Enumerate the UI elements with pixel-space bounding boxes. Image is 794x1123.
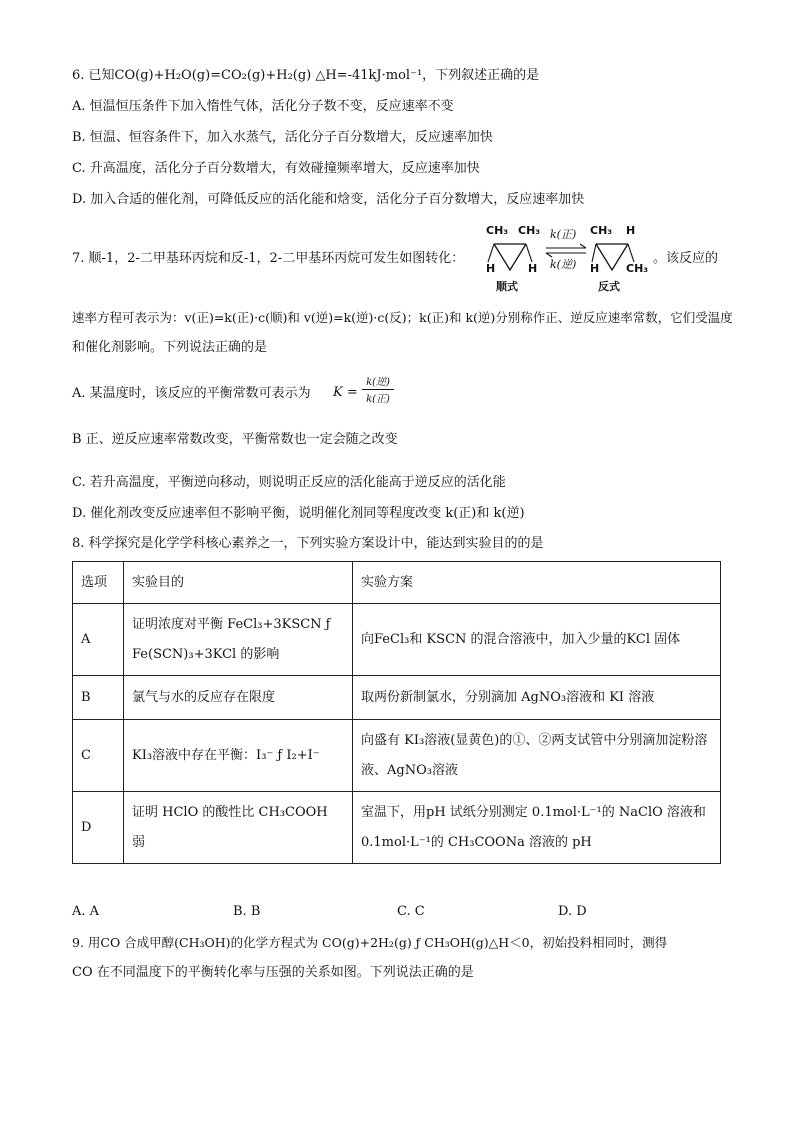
- q7-formula-k: K =: [333, 385, 358, 400]
- q6-option-b: B. 恒温、恒容条件下，加入水蒸气，活化分子百分数增大，反应速率加快: [72, 130, 493, 145]
- q7-option-a: A. 某温度时，该反应的平衡常数可表示为: [72, 386, 311, 401]
- q9-stem-line2: CO 在不同温度下的平衡转化率与压强的关系如图。下列说法正确的是: [72, 965, 474, 980]
- q7-option-c: C. 若升高温度，平衡逆向移动，则说明正反应的活化能高于逆反应的活化能: [72, 475, 506, 490]
- q8-answer-a: A. A: [72, 904, 100, 919]
- row-a-purpose: 证明浓度对平衡 FeCl₃+3KSCN ƒ Fe(SCN)₃+3KCl 的影响: [124, 604, 353, 676]
- cis-h-right: H: [528, 262, 538, 275]
- trans-ring: [596, 244, 628, 270]
- trans-h-bottom: H: [590, 262, 600, 275]
- trans-ch3-top: CH₃: [590, 224, 613, 237]
- q7-stem-line3: 和催化剂影响。下列说法正确的是: [72, 340, 268, 355]
- k-reverse-label: k(逆): [550, 258, 577, 271]
- trans-label: 反式: [598, 280, 620, 293]
- q7-option-b: B 正、逆反应速率常数改变，平衡常数也一定会随之改变: [72, 432, 398, 447]
- row-b-plan: 取两份新制氯水，分别滴加 AgNO₃溶液和 KI 溶液: [353, 676, 721, 720]
- q7-option-d: D. 催化剂改变反应速率但不影响平衡，说明催化剂同等程度改变 k(正)和 k(逆): [72, 506, 525, 521]
- row-b-purpose: 氯气与水的反应存在限度: [124, 676, 353, 720]
- cis-ring: [494, 244, 526, 270]
- table-header-row: [73, 562, 721, 604]
- q7-stem-end: 。该反应的: [653, 251, 719, 266]
- q6-option-d: D. 加入合适的催化剂，可降低反应的活化能和焓变，活化分子百分数增大，反应速率加快: [72, 192, 585, 207]
- q8-table: [72, 561, 721, 864]
- trans-ch3-bottom: CH₃: [626, 262, 649, 275]
- row-c-plan: 向盛有 KI₃溶液(显黄色)的①、②两支试管中分别滴加淀粉溶液、AgNO₃溶液: [353, 720, 721, 792]
- row-d-plan: 室温下，用pH 试纸分别测定 0.1mol·L⁻¹的 NaClO 溶液和 0.1mol·L⁻¹的 CH₃COONa 溶液的 pH: [353, 792, 721, 864]
- table-row: [73, 604, 721, 676]
- trans-h-top: H: [626, 224, 636, 237]
- q9-stem-line1: 9. 用CO 合成甲醇(CH₃OH)的化学方程式为 CO(g)+2H₂(g) ƒ CH₃OH(g)△H＜0，初始投料相同时，测得: [72, 935, 668, 950]
- q7-fraction-numerator: k(逆): [362, 373, 394, 390]
- row-c-option: C: [73, 720, 124, 792]
- row-d-purpose: 证明 HClO 的酸性比 CH₃COOH 弱: [124, 792, 353, 864]
- row-b-option: B: [73, 676, 124, 720]
- q6-stem: 6. 已知CO(g)+H₂O(g)=CO₂(g)+H₂(g) △H=-41kJ·mol⁻¹，下列叙述正确的是: [72, 68, 540, 83]
- q6-option-c: C. 升高温度，活化分子百分数增大，有效碰撞频率增大，反应速率加快: [72, 161, 480, 176]
- q8-answer-d: D. D: [558, 904, 587, 919]
- row-a-option: A: [73, 604, 124, 676]
- header-option: 选项: [73, 562, 124, 604]
- row-a-plan: 向FeCl₃和 KSCN 的混合溶液中，加入少量的KCl 固体: [353, 604, 721, 676]
- table-row: [73, 720, 721, 792]
- cis-label: 顺式: [496, 280, 518, 293]
- table-row: [73, 792, 721, 864]
- q7-fraction-denominator: k(正): [366, 394, 390, 405]
- q8-answer-c: C. C: [397, 904, 425, 919]
- cis-ch3-right: CH₃: [518, 224, 541, 237]
- q7-rate-equation: 速率方程可表示为：v(正)=k(正)·c(顺)和 v(逆)=k(逆)·c(反)；k(正)和 k(逆)分别称作正、逆反应速率常数，它们受温度: [72, 310, 733, 325]
- row-d-option: D: [73, 792, 124, 864]
- header-purpose: 实验目的: [124, 562, 353, 604]
- q7-fraction: [362, 373, 394, 405]
- header-plan: 实验方案: [353, 562, 721, 604]
- table-row: [73, 676, 721, 720]
- q8-stem: 8. 科学探究是化学学科核心素养之一，下列实验方案设计中，能达到实验目的的是: [72, 536, 544, 551]
- cis-h-left: H: [486, 262, 496, 275]
- row-c-purpose: KI₃溶液中存在平衡：I₃⁻ ƒ I₂+I⁻: [124, 720, 353, 792]
- q8-answer-b: B. B: [233, 904, 261, 919]
- k-forward-label: k(正): [550, 228, 577, 241]
- q7-stem-start: 7. 顺-1，2-二甲基环丙烷和反-1，2-二甲基环丙烷可发生如图转化：: [72, 251, 465, 266]
- cis-ch3-left: CH₃: [486, 224, 509, 237]
- q6-option-a: A. 恒温恒压条件下加入惰性气体，活化分子数不变，反应速率不变: [72, 99, 454, 114]
